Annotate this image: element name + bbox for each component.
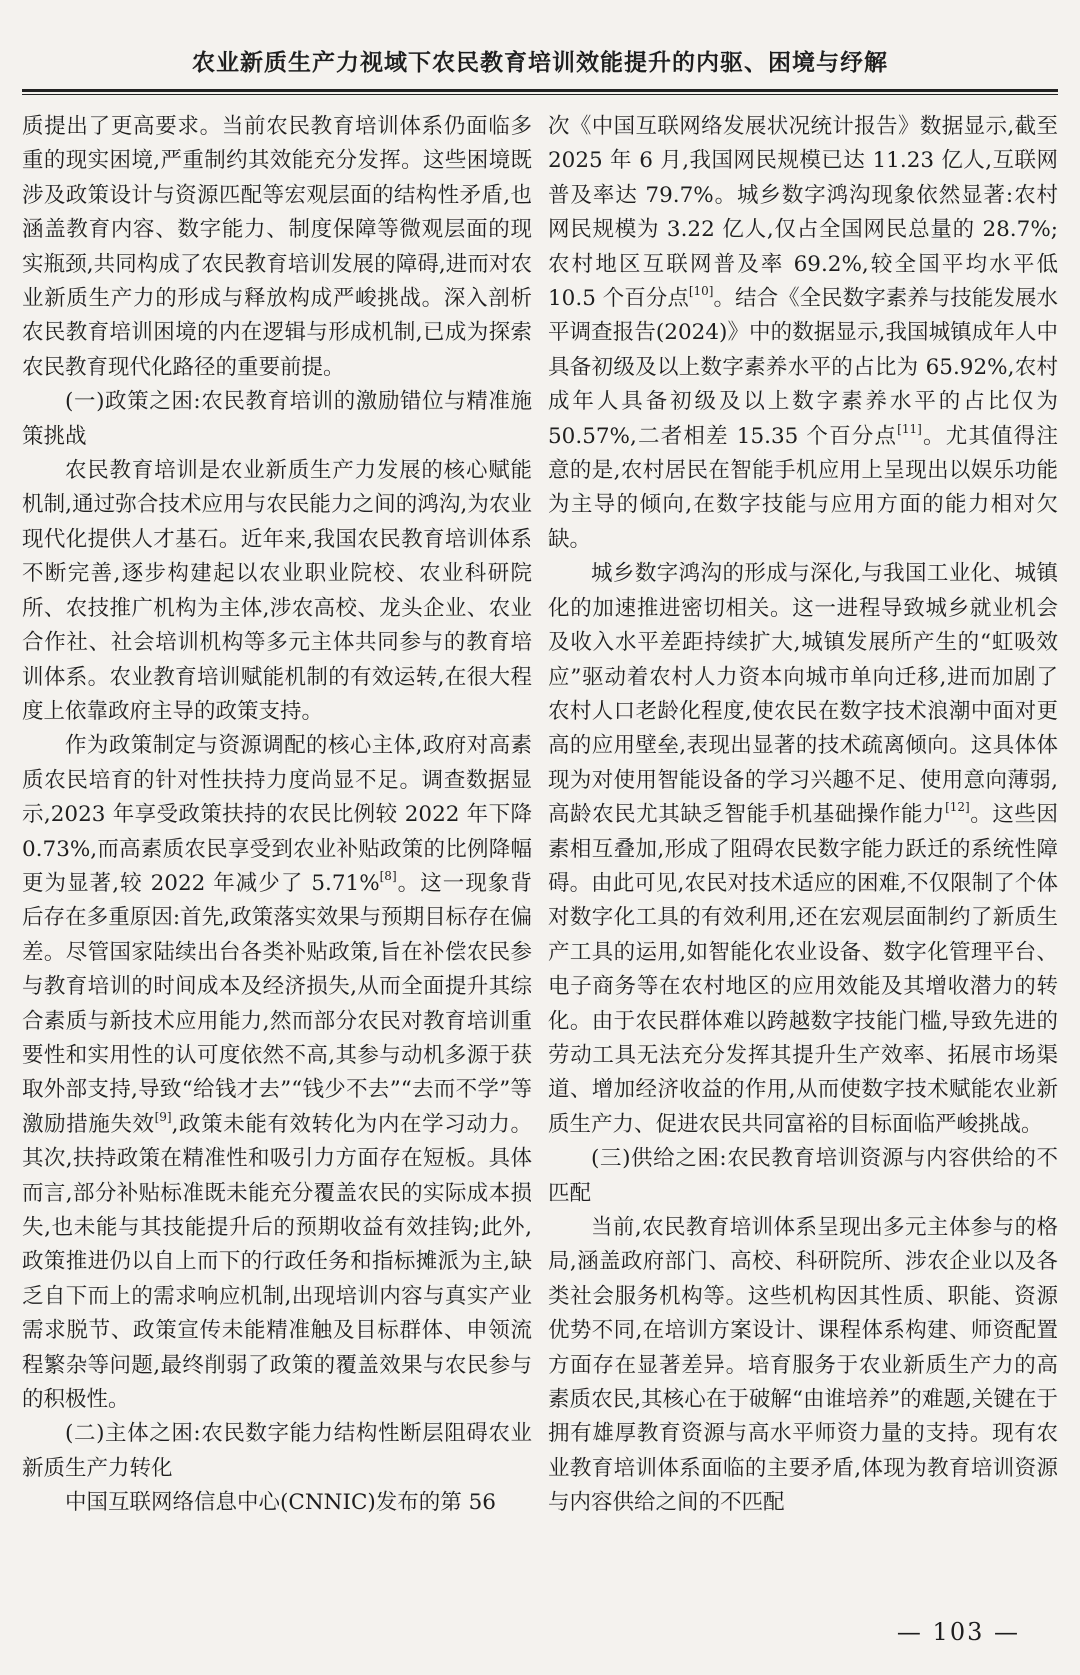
paragraph: 质提出了更高要求。当前农民教育培训体系仍面临多重的现实困境,严重制约其效能充分发挥。这些困境既涉及政策设计与资源匹配等宏观层面的结构性矛盾,也涵盖教育内容、数字能力、制度保障等微观层面的现实瓶颈,共同构成了农民教育培训发展的障碍,进而对农业新质生产力的形成与释放构成严峻挑战。深入剖析农民教育培训困境的内在逻辑与形成机制,已成为探索农民教育现代化路径的重要前提。: [22, 114, 532, 380]
paragraph: 当前,农民教育培训体系呈现出多元主体参与的格局,涵盖政府部门、高校、科研院所、涉农企业以及各类社会服务机构等。这些机构因其性质、职能、资源优势不同,在培训方案设计、课程体系构建、师资配置方面存在显著差异。培育服务于农业新质生产力的高素质农民,其核心在于破解“由谁培养”的难题,关键在于拥有雄厚教育资源与高水平师资力量的支持。现有农业教育培训体系面临的主要矛盾,体现为教育培训资源与内容供给之间的不匹配: [548, 1215, 1058, 1516]
header-rule-thick: [22, 89, 1058, 92]
citation-ref: [9]: [154, 1109, 172, 1124]
page-number: — 103 —: [896, 1618, 1020, 1646]
paragraph: [22, 729, 532, 1417]
text-run: 城乡数字鸿沟的形成与深化,与我国工业化、城镇化的加速推进密切相关。这一进程导致城乡就业机会及收入水平差距持续扩大,城镇发展所产生的“虹吸效应”驱动着农村人力资本向城市单向迁移,进而加剧了农村人口老龄化程度,使农民在数字技术浪潮中面对更高的应用壁垒,表现出显著的技术疏离倾向。这具体体现为对使用智能设备的学习兴趣不足、使用意向薄弱,高龄农民尤其缺乏智能手机基础操作能力: [548, 561, 1058, 828]
text-run: 。结合《全民数字素养与技能发展水平调查报告(2024)》中的数据显示,我国城镇成年人中具备初级及以上数字素养水平的占比为 65.92%,农村成年人具备初级及以上数字素养水平的占比仅为 50.57%,二者相差 15.35 个百分点: [548, 286, 1058, 449]
left-column: [22, 110, 532, 1521]
citation-ref: [12]: [945, 800, 970, 815]
text-run: 。尤其值得注意的是,农村居民在智能手机应用上呈现出以娱乐功能为主导的倾向,在数字技能与应用方面的能力相对欠缺。: [548, 423, 1058, 552]
paragraph: [548, 110, 1058, 557]
text-run: 作为政策制定与资源调配的核心主体,政府对高素质农民培育的针对性扶持力度尚显不足。调查数据显示,2023 年享受政策扶持的农民比例较 2022 年下降 0.73%,而高素质农民享受到农业补贴政策的比例降幅更为显著,较 2022 年减少了 5.71%: [22, 733, 532, 896]
section-heading-supply: (三)供给之困:农民教育培训资源与内容供给的不匹配: [548, 1146, 1058, 1206]
running-head: 农业新质生产力视域下农民教育培训效能提升的内驱、困境与纾解: [192, 49, 888, 76]
text-run: 。这一现象背后存在多重原因:首先,政策落实效果与预期目标存在偏差。尽管国家陆续出台各类补贴政策,旨在补偿农民参与教育培训的时间成本及经济损失,从而全面提升其综合素质与新技术应用能力,然而部分农民对教育培训重要性和实用性的认可度依然不高,其参与动机多源于获取外部支持,导致“给钱才去”“钱少不去”“去而不学”等激励措施失效: [22, 870, 532, 1137]
paragraph: [548, 557, 1058, 1142]
text-run: 次《中国互联网络发展状况统计报告》数据显示,截至 2025 年 6 月,我国网民规模已达 11.23 亿人,互联网普及率达 79.7%。城乡数字鸿沟现象依然显著:农村网民规模为 3.22 亿人,仅占全国网民总量的 28.7%;农村地区互联网普及率 69.2%,较全国平均水平低 10.5 个百分点: [548, 114, 1058, 312]
paragraph: 中国互联网络信息中心(CNNIC)发布的第 56: [65, 1490, 496, 1516]
right-column: [548, 110, 1058, 1521]
citation-ref: [8]: [379, 868, 397, 883]
citation-ref: [10]: [688, 284, 714, 299]
citation-ref: [11]: [897, 421, 922, 436]
paragraph: 农民教育培训是农业新质生产力发展的核心赋能机制,通过弥合技术应用与农民能力之间的鸿沟,为农业现代化提供人才基石。近年来,我国农民教育培训体系不断完善,逐步构建起以农业职业院校、农业科研院所、农技推广机构为主体,涉农高校、龙头企业、农业合作社、社会培训机构等多元主体共同参与的教育培训体系。农业教育培训赋能机制的有效运转,在很大程度上依靠政府主导的政策支持。: [22, 458, 532, 724]
text-run: ,政策未能有效转化为内在学习动力。其次,扶持政策在精准性和吸引力方面存在短板。具体而言,部分补贴标准既未能充分覆盖农民的实际成本损失,也未能与其技能提升后的预期收益有效挂钩;此外,政策推进仍以自上而下的行政任务和指标摊派为主,缺乏自下而上的需求响应机制,出现培训内容与真实产业需求脱节、政策宣传未能精准触及目标群体、申领流程繁杂等问题,最终削弱了政策的覆盖效果与农民参与的积极性。: [22, 1111, 532, 1413]
section-heading-subject: (二)主体之困:农民数字能力结构性断层阻碍农业新质生产力转化: [22, 1421, 532, 1481]
text-run: 。这些因素相互叠加,形成了阻碍农民数字能力跃迁的系统性障碍。由此可见,农民对技术适应的困难,不仅限制了个体对数字化工具的有效利用,还在宏观层面制约了新质生产工具的运用,如智能化农业设备、数字化管理平台、电子商务等在农村地区的应用效能及其增收潜力的转化。由于农民群体难以跨越数字技能门槛,导致先进的劳动工具无法充分发挥其提升生产效率、拓展市场渠道、增加经济收益的作用,从而使数字技术赋能农业新质生产力、促进农民共同富裕的目标面临严峻挑战。: [548, 802, 1058, 1137]
header-rule-thin: [22, 94, 1058, 95]
section-heading-policy: (一)政策之困:农民教育培训的激励错位与精准施策挑战: [22, 389, 532, 449]
